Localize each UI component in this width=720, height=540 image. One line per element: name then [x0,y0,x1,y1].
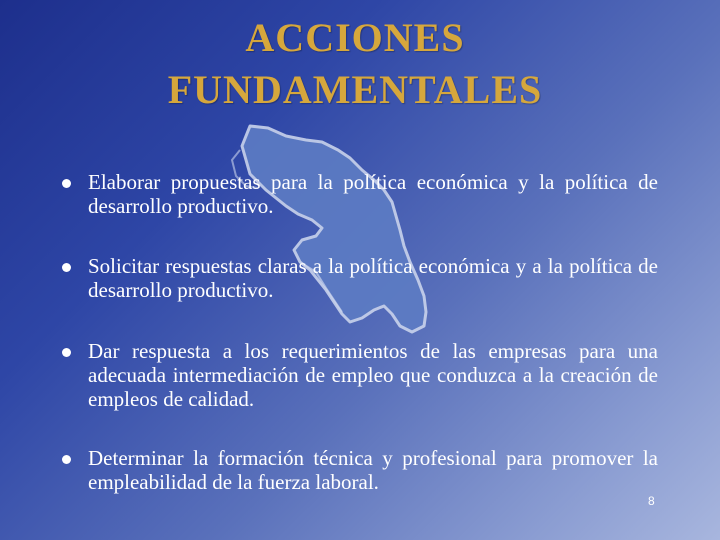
bullet-text: Elaborar propuestas para la política económica y la política de desarrollo productivo. [88,170,658,218]
slide-title [0,12,710,116]
slide-title-line-1: ACCIONES [245,15,465,60]
round-dot-icon [62,179,71,188]
bullet-item [62,339,658,411]
bullet-item [62,446,658,494]
bullet-text: Determinar la formación técnica y profesional para promover la empleabilidad de la fuerza laboral. [88,446,658,494]
bullet-item [62,170,658,218]
bullet-item [62,254,658,302]
bullet-list [62,170,658,494]
slide-title-line-2: FUNDAMENTALES [167,67,543,112]
round-dot-icon [62,348,71,357]
bullet-text: Solicitar respuestas claras a la política económica y a la política de desarrollo productivo. [88,254,658,302]
round-dot-icon [62,455,71,464]
round-dot-icon [62,263,71,272]
page-number: 8 [648,494,655,508]
bullet-text: Dar respuesta a los requerimientos de las empresas para una adecuada intermediación de empleo que conduzca a la creación de empleos de calidad. [88,339,658,411]
